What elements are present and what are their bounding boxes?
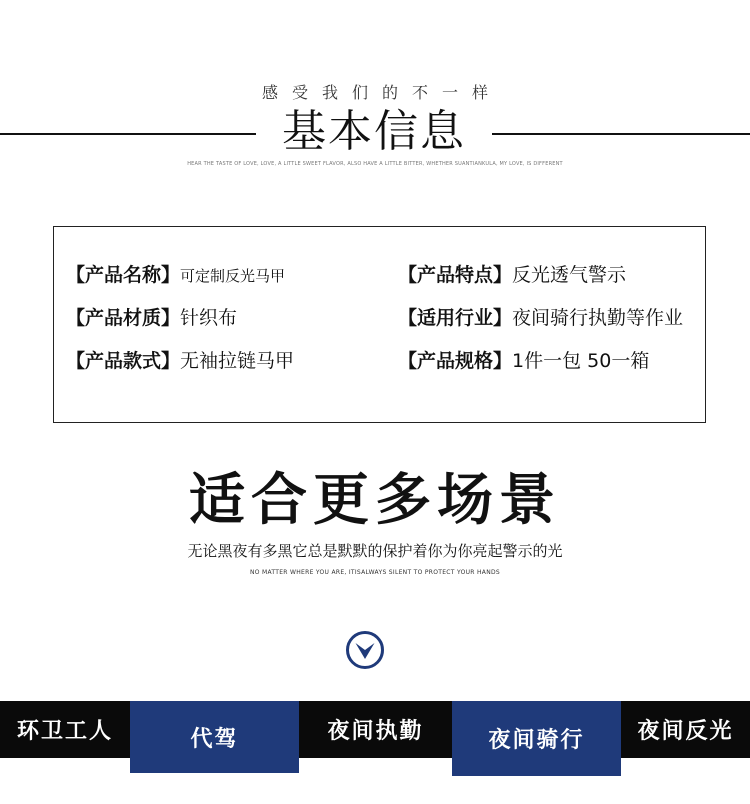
info-label: 【产品规格】 xyxy=(398,350,513,372)
chevron-down-circle-icon[interactable] xyxy=(345,630,385,670)
info-value: 无袖拉链马甲 xyxy=(180,350,295,372)
scenes-english: NO MATTER WHERE YOU ARE, ITISALWAYS SILENT TO PROTECT YOUR HANDS xyxy=(249,569,501,576)
section-title: 基本信息 xyxy=(282,106,466,157)
title-rule-left xyxy=(0,133,256,135)
info-box xyxy=(53,226,706,423)
scenes-subtitle: 无论黑夜有多黑它总是默默的保护着你为你亮起警示的光 xyxy=(187,542,563,560)
tab-night-riding[interactable]: 夜间骑行 xyxy=(452,701,621,776)
info-value: 针织布 xyxy=(180,307,238,329)
info-item-name xyxy=(66,263,285,288)
scene-tabs xyxy=(0,701,750,804)
info-item-industry xyxy=(398,306,683,330)
info-value: 1件一包 50一箱 xyxy=(512,350,650,372)
tab-night-duty[interactable]: 夜间执勤 xyxy=(299,701,452,758)
tagline: 感受我们的不一样 xyxy=(261,83,502,102)
info-value: 夜间骑行执勤等作业 xyxy=(512,307,684,329)
title-rule-right xyxy=(492,133,750,135)
info-item-style xyxy=(66,349,294,373)
info-label: 【产品名称】 xyxy=(66,264,181,286)
info-label: 【产品材质】 xyxy=(66,307,181,329)
info-value: 反光透气警示 xyxy=(512,264,627,286)
tab-designated-driver[interactable]: 代驾 xyxy=(130,701,299,773)
info-item-feature xyxy=(398,263,626,287)
scenes-title: 适合更多场景 xyxy=(189,468,561,533)
info-value: 可定制反光马甲 xyxy=(180,267,286,285)
info-item-material xyxy=(66,306,237,330)
info-label: 【产品款式】 xyxy=(66,350,181,372)
info-label: 【产品特点】 xyxy=(398,264,513,286)
tiny-english-text: HEAR THE TASTE OF LOVE, LOVE, A LITTLE SWEET FLAVOR, ALSO HAVE A LITTLE BITTER, WHETHER SUANTIANKULA, MY LOVE, IS DIFFERENT xyxy=(187,161,563,167)
tab-sanitation[interactable]: 环卫工人 xyxy=(0,701,130,758)
info-item-spec xyxy=(398,349,649,373)
tab-night-reflective[interactable]: 夜间反光 xyxy=(621,701,750,758)
info-label: 【适用行业】 xyxy=(398,307,513,329)
